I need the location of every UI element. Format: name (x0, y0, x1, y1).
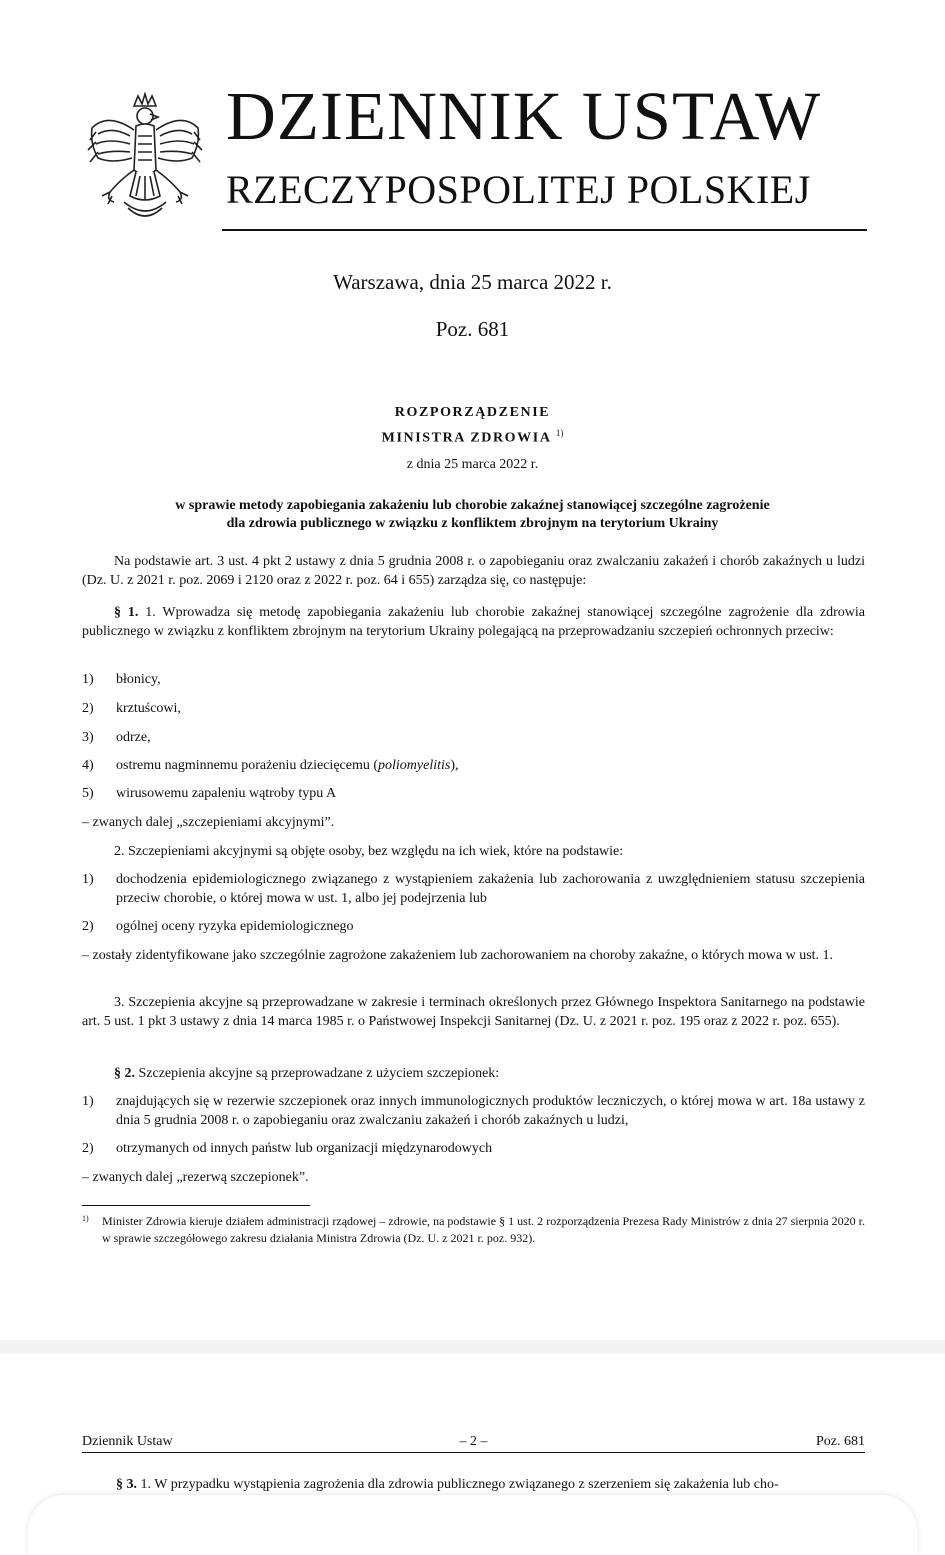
page-number: – 2 – (459, 1434, 488, 1449)
list-item-number: 2) (82, 701, 94, 716)
publication-date: Warszawa, dnia 25 marca 2022 r. (333, 270, 612, 294)
act-subject-line-2: dla zdrowia publicznego w związku z konfliktem zbrojnym na terytorium Ukrainy (226, 516, 719, 531)
list-item-text: znajdujących się w rezerwie szczepionek oraz innych immunologicznych produktów leczniczych, o której mowa w art. 18a ustawy z dnia 5 grudnia 2008 r. o zapobieganiu oraz zwalczaniu zakażeń i chorób zakaźnych u ludzi, (116, 1094, 865, 1128)
journal-title: DZIENNIK USTAW (226, 78, 822, 154)
list-item-number: 1) (82, 672, 94, 687)
section-3-paragraph (82, 1475, 865, 1494)
section-1-paragraph-1 (82, 603, 865, 641)
act-type: ROZPORZĄDZENIE (394, 405, 551, 420)
preamble-paragraph: Na podstawie art. 3 ust. 4 pkt 2 ustawy z dnia 5 grudnia 2008 r. o zapobieganiu oraz zwalczaniu zakażeń i chorób zakaźnych u ludzi (Dz. U. z 2021 r. poz. 2069 i 2120 oraz z 2022 r. poz. 64 i 655) zarządza się, co następuje: (82, 554, 865, 588)
latin-term: poliomyelitis (378, 758, 451, 773)
list-item (82, 870, 865, 908)
act-subject (0, 497, 945, 533)
running-header (82, 1434, 865, 1452)
list-item-text: dochodzenia epidemiologicznego związanego z wystąpieniem zakażenia lub zachorowania z uwzględnieniem statusu szczepienia przeciw chorobie, o której mowa w ust. 1, albo jej podejrzenia lub (116, 872, 865, 906)
list-item-text (116, 756, 865, 775)
section-2-text: Szczepienia akcyjne są przeprowadzane z użyciem szczepionek: (138, 1066, 500, 1081)
list-item (82, 699, 865, 718)
list-item (82, 1092, 865, 1130)
footnote-divider (82, 1205, 310, 1206)
list-tail: – zwanych dalej „szczepieniami akcyjnymi”. (82, 815, 335, 830)
list-item (82, 784, 865, 803)
list-item-text: ogólnej oceny ryzyka epidemiologicznego (116, 919, 354, 934)
section-1-paragraph-2: 2. Szczepieniami akcyjnymi są objęte osoby, bez względu na ich wiek, które na podstawie: (114, 844, 624, 859)
act-date: z dnia 25 marca 2022 r. (406, 457, 539, 472)
section-2-paragraph (82, 1064, 865, 1083)
list-item-text: odrze, (116, 730, 151, 745)
list-item-number: 2) (82, 919, 94, 934)
page-separator (0, 1340, 945, 1354)
white-eagle-emblem-icon (84, 92, 206, 226)
list-item (82, 728, 865, 747)
running-header-title: Dziennik Ustaw (82, 1434, 173, 1449)
publication-position: Poz. 681 (435, 317, 510, 341)
list-item-text: krztuścowi, (116, 701, 181, 716)
list-tail: – zostały zidentyfikowane jako szczególnie zagrożone zakażeniem lub zachorowaniem na choroby zakaźne, o których mowa w ust. 1. (82, 948, 834, 963)
list-item-text: wirusowemu zapaleniu wątroby typu A (116, 786, 337, 801)
footnote (82, 1213, 865, 1247)
footnote-reference: 1) (555, 428, 564, 438)
running-header-position: Poz. 681 (816, 1434, 865, 1449)
list-item-text: błonicy, (116, 672, 161, 687)
section-3-text: 1. W przypadku wystąpienia zagrożenia dla zdrowia publicznego związanego z szerzeniem się zakażenia lub cho- (140, 1477, 779, 1492)
list-item (82, 1139, 865, 1158)
list-item-text-part: ostremu nagminnemu porażeniu dziecięcemu ( (116, 758, 379, 773)
masthead-divider (222, 229, 867, 231)
section-sign: § 3. (116, 1477, 137, 1492)
list-tail: – zwanych dalej „rezerwą szczepionek”. (82, 1170, 309, 1185)
running-header-divider (82, 1452, 865, 1453)
list-item-number: 5) (82, 786, 94, 801)
act-subject-line-1: w sprawie metody zapobiegania zakażeniu lub chorobie zakaźnej stanowiącej szczególne zagrożenie (175, 498, 770, 513)
section-sign: § 1. (114, 605, 139, 620)
list-item-text: otrzymanych od innych państw lub organizacji międzynarodowych (116, 1141, 493, 1156)
act-author (0, 428, 945, 447)
footnote-number: 1) (82, 1214, 89, 1223)
list-item-number: 2) (82, 1141, 94, 1156)
footnote-text: Minister Zdrowia kieruje działem administracji rządowej – zdrowie, na podstawie § 1 ust. 2 rozporządzenia Prezesa Rady Ministrów z dnia 27 sierpnia 2020 r. w sprawie szczegółowego zakresu działania Ministra Zdrowia (Dz. U. z 2021 r. poz. 932). (102, 1214, 865, 1245)
list-item-number: 3) (82, 730, 94, 745)
section-sign: § 2. (114, 1066, 135, 1081)
list-item-text-part: ), (450, 758, 459, 773)
list-item (82, 756, 865, 775)
section-1-paragraph-3: 3. Szczepienia akcyjne są przeprowadzane w zakresie i terminach określonych przez Głównego Inspektora Sanitarnego na podstawie art. 5 ust. 1 pkt 3 ustawy z dnia 14 marca 1985 r. o Państwowej Inspekcji Sanitarnej (Dz. U. z 2021 r. poz. 195 oraz z 2022 r. poz. 655). (82, 995, 865, 1029)
journal-subtitle: RZECZYPOSPOLITEJ POLSKIEJ (226, 167, 811, 212)
section-1-paragraph-1-text: 1. Wprowadza się metodę zapobiegania zakażeniu lub chorobie zakaźnej stanowiącej szczególne zagrożenie dla zdrowia publicznego w związku z konfliktem zbrojnym na terytorium Ukrainy polegającą na przeprowadzaniu szczepień ochronnych przeciw: (82, 605, 866, 639)
list-item-number: 4) (82, 758, 94, 773)
list-item (82, 670, 865, 689)
list-item-number: 1) (82, 872, 94, 887)
list-item (82, 917, 865, 936)
bottom-sheet-panel[interactable] (28, 1495, 917, 1555)
list-item-number: 1) (82, 1094, 94, 1109)
act-author-text: MINISTRA ZDROWIA (381, 430, 551, 446)
